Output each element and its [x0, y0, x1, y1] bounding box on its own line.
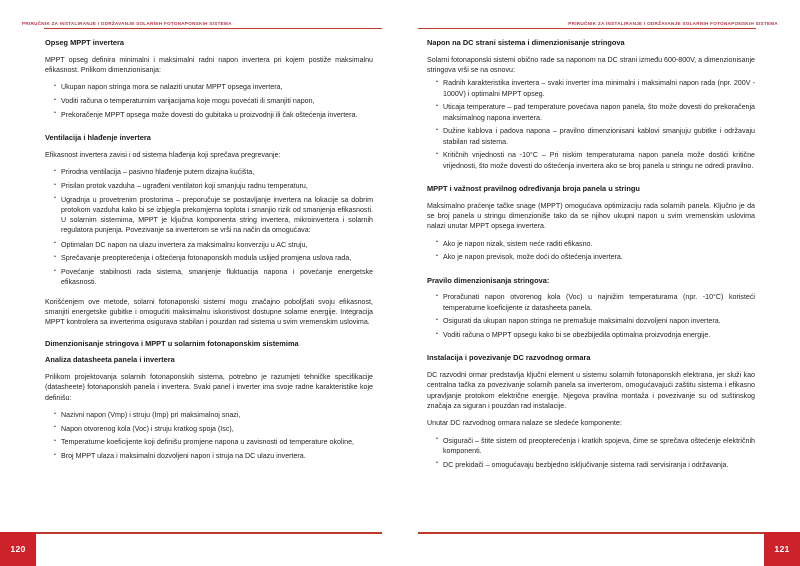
list-item: • Prisilan protok vazduha – ugrađeni ventilatori koji smanjuju radnu temperaturu,	[54, 181, 373, 191]
list-item: • Optimalan DC napon na ulazu invertera za maksimalnu konverziju u AC struju,	[54, 240, 373, 250]
paragraph-ventilation-intro: Efikasnost invertera zavisi i od sistema hlađenja koji sprečava pregrevanje:	[45, 150, 281, 159]
list-item: • Proračunati napon otvorenog kola (Voc) u najnižim temperaturama (npr. -10°C) koristeći temperaturne koeficijente iz datasheeta panela.	[436, 292, 755, 313]
heading-mppt-range: Opseg MPPT invertera	[45, 38, 125, 47]
running-header-text: PRIRUČNIK ZA INSTALIRANJE I ODRŽAVANJE SOLARNIH FOTONAPONSKIH SISTEMA	[568, 21, 778, 27]
footer-right	[400, 525, 800, 566]
paragraph-sizing-intro: Prilikom projektovanja solarnih fotonaponskih sistema, potrebno je razumjeti tehničke specifikacije (datasheete) fotonaponskih panela i invertera. Svaki panel i inverter ima svoje radne karakteristike koje definišu:	[45, 373, 373, 402]
list-item: • Nazivni napon (Vmp) i struju (Imp) pri maksimalnoj snazi,	[54, 410, 373, 420]
list-item: • Povećanje stabilnosti rada sistema, smanjenje fluktuacija napona i povećanje energetske efikasnosti.	[54, 267, 373, 288]
list-item: • Voditi računa o MPPT opsegu kako bi se obezbijedila optimalna proizvodnja energije.	[436, 330, 755, 340]
header-rule	[418, 28, 756, 29]
heading-dc-voltage: Napon na DC strani sistema i dimenzionisanje stringova	[427, 38, 625, 47]
list-item: • Ugradnja u provetrenim prostorima – preporučuje se postavljanje invertera na lokacije sa dobrim protokom vazduha kako bi se izbjegla prekomjerna toplota i smanjio rizik od smanjenja efikasnosti. U solarnim sistemima, MPPT je ključna komponenta string invertera, mikroinvertera i solarnih regulatora punjenja. Povezivanje sa inverterom se vrši na način da omogućava:	[54, 195, 373, 236]
running-header-text: PRIRUČNIK ZA INSTALIRANJE I ODRŽAVANJE SOLARNIH FOTONAPONSKIH SISTEMA	[22, 21, 232, 27]
subheading-datasheet-analysis: Analiza datasheeta panela i invertera	[45, 355, 175, 365]
heading-dc-cabinet: Instalacija i povezivanje DC razvodnog ormara	[427, 353, 591, 363]
paragraph-dc-cabinet-leadin: Unutar DC razvodnog ormara nalaze se sledeće komponente:	[427, 419, 622, 428]
page-number-badge: 120	[0, 532, 36, 566]
running-header-right	[418, 15, 778, 29]
list-ventilation	[45, 167, 373, 235]
heading-mppt-importance: MPPT i važnost pravilnog određivanja broja panela u stringu	[427, 183, 640, 193]
list-sizing	[45, 410, 373, 461]
list-item: • Prekoračenje MPPT opsega može dovesti do gubitaka u proizvodnji ili čak oštećenja invertera.	[54, 110, 373, 120]
list-item: • Napon otvorenog kola (Voc) i struju kratkog spoja (Isc),	[54, 424, 373, 434]
paragraph-mppt-range-intro: MPPT opseg definira minimalni i maksimalni radni napon invertera pri kojem postiže maksimalnu efikasnost. Prilikom dimenzionisanja:	[45, 55, 373, 75]
heading-sizing: Dimenzionisanje stringova i MPPT u solarnim fotonaponskim sistemima	[45, 338, 299, 348]
list-item: • Temperaturne koeficijente koji definišu promjene napona u zavisnosti od temperature okoline,	[54, 437, 373, 447]
content-column-left	[45, 38, 373, 522]
page-right	[400, 0, 800, 566]
list-item: • Osigurati da ukupan napon stringa ne premašuje maksimalni dozvoljeni napon invertera.	[436, 316, 755, 326]
footer-left	[0, 525, 400, 566]
list-item: • Osigurači – štite sistem od preopterećenja i kratkih spojeva, čime se sprečava oštećenje električnih komponenti.	[436, 436, 755, 457]
list-item: • Ukupan napon stringa mora se nalaziti unutar MPPT opsega invertera,	[54, 82, 373, 92]
list-ventilation-connection	[45, 240, 373, 288]
list-item: • Ako je napon nizak, sistem neće raditi efikasno.	[436, 239, 755, 249]
list-item: • Broj MPPT ulaza i maksimalni dozvoljeni napon i struja na DC ulazu invertera.	[54, 451, 373, 461]
list-item: • Sprečavanje preopterećenja i oštećenja fotonaponskih modula uslijed promjena uslova rada,	[54, 253, 373, 263]
list-item: • Ako je napon previsok, može doći do oštećenja invertera.	[436, 252, 755, 262]
heading-ventilation: Ventilacija i hlađenje invertera	[45, 133, 151, 143]
header-rule	[44, 28, 382, 29]
heading-sizing-rule: Pravilo dimenzionisanja stringova:	[427, 275, 550, 285]
content-column-right	[427, 38, 755, 522]
list-sizing-rule	[427, 292, 755, 340]
list-item: • Voditi računa o temperaturnim varijacijama koje mogu povećati ili smanjiti napon,	[54, 96, 373, 106]
list-item: • Radnih karakteristika invertera – svaki inverter ima minimalni i maksimalni napon rada (npr. 200V - 1000V) i optimalni MPPT opseg.	[436, 78, 755, 99]
list-dc-cabinet-components	[427, 436, 755, 470]
paragraph-mppt-importance-intro: Maksimalno praćenje tačke snage (MPPT) omogućava optimizaciju rada solarnih panela. Ključno je da se broj panela u stringu dimenzioniše tako da se njihov ukupni napon u svim vremenskim uslovima nalazi unutar MPPT opsega invertera.	[427, 201, 755, 231]
paragraph-dc-cabinet-intro: DC razvodni ormar predstavlja ključni element u sistemu solarnih fotonaponskih elektrana, jer služi kao centralna tačka za povezivanje solarnih panela sa inverterom, omogućavajući zaštitu sistema i efikasno upravljanje protokom električne energije. Njegova pravilna montaža i povezivanje su od suštinskog značaja za siguran i pouzdan rad instalacije.	[427, 371, 755, 411]
list-dc-voltage	[427, 78, 755, 170]
list-item: • DC prekidači – omogućavaju bezbjedno isključivanje sistema radi servisiranja i održavanja.	[436, 460, 755, 470]
list-item: • Uticaja temperature – pad temperature povećava napon panela, što može dovesti do prekoračenja maksimalnog napona invertera.	[436, 102, 755, 123]
list-mppt-importance	[427, 239, 755, 263]
running-header-left	[22, 15, 382, 29]
paragraph-dc-voltage-intro: Solarni fotonaponski sistemi obično rade sa naponom na DC strani između 600-800V, a dimenzionisanje stringova vrši se na osnovu:	[427, 55, 755, 75]
footer-rule	[418, 532, 800, 534]
page-number-badge: 121	[764, 532, 800, 566]
paragraph-ventilation-closing: Korišćenjem ove metode, solarni fotonaponski sistemi mogu značajno poboljšati svoju efikasnost, smanjiti energetske gubitke i omogućiti maksimalnu iskoristivost dostupne solarne energije. Integracija MPPT kontrolera sa inverterima osigurava stabilan i pouzdan rad sistema u svim vremenskim uslovima.	[45, 297, 373, 327]
list-item: • Dužine kablova i padova napona – pravilno dimenzionisani kablovi smanjuju gubitke i održavaju stabilan rad sistema.	[436, 126, 755, 147]
list-item: • Kritičnih vrijednosti na -10°C – Pri niskim temperaturama napon panela može dostići kritične vrijednosti, što može dovesti do oštećenja invertera ako se broj panela u stringu ne odredi pravilno.	[436, 150, 755, 171]
list-mppt-range	[45, 82, 373, 120]
footer-rule	[0, 532, 382, 534]
list-item: • Prirodna ventilacija – pasivno hlađenje putem dizajna kućišta,	[54, 167, 373, 177]
